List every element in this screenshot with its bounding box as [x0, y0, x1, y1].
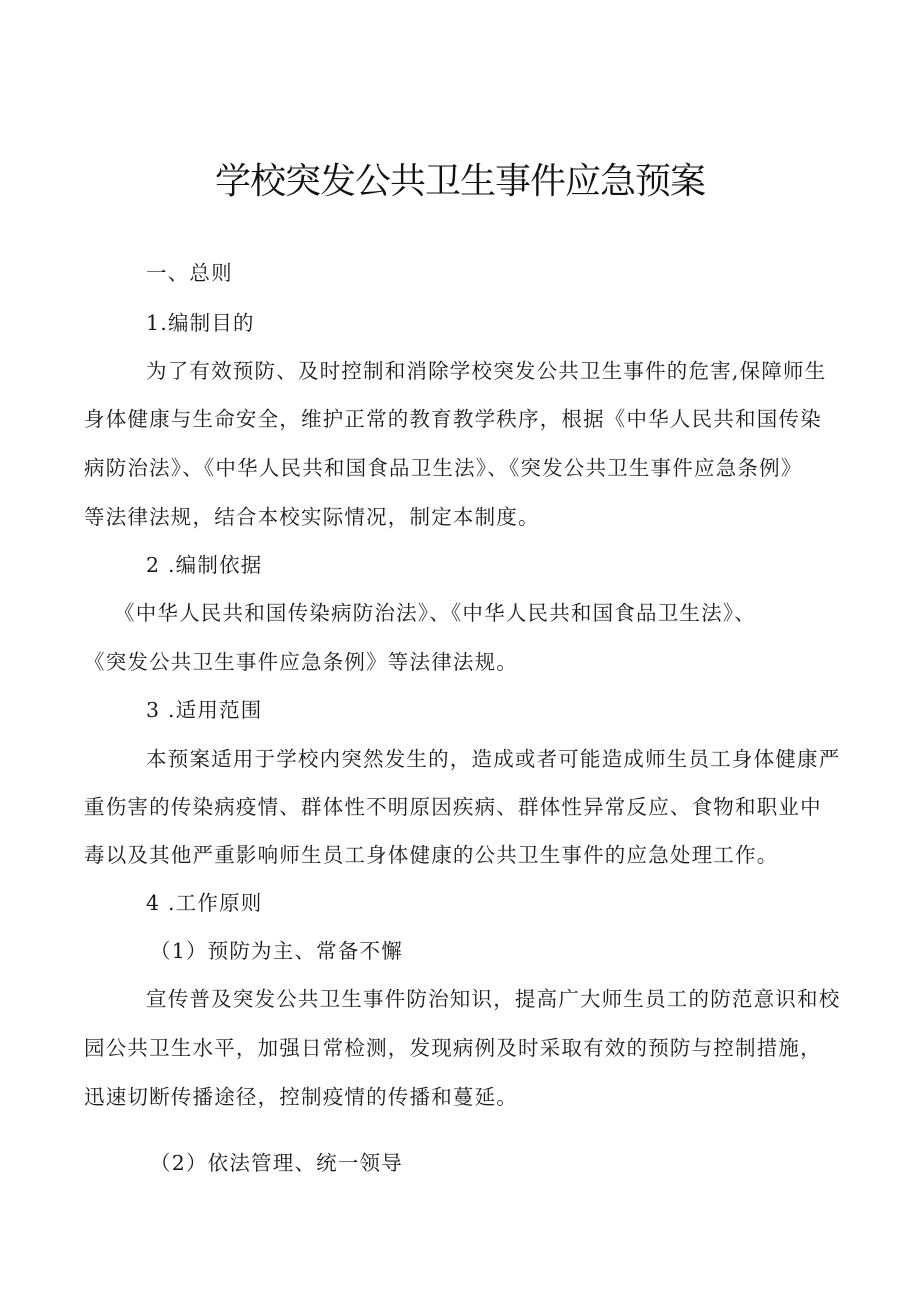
- paragraph-line: 病防治法》、《中华人民共和国食品卫生法》、《突发公共卫生事件应急条例》: [84, 456, 803, 480]
- paragraph-line: 为了有效预防、及时控制和消除学校突发公共卫生事件的危害,保障师生: [146, 359, 827, 383]
- paragraph-line: 身体健康与生命安全，维护正常的教育教学秩序，根据《中华人民共和国传染: [84, 407, 822, 431]
- principle-heading-1: （1）预防为主、常备不懈: [150, 939, 403, 963]
- paragraph-line: 毒以及其他严重影响师生员工身体健康的公共卫生事件的应急处理工作。: [84, 843, 779, 867]
- document-title: 学校突发公共卫生事件应急预案: [214, 161, 705, 202]
- section-heading-general: 一、总则: [146, 261, 233, 285]
- subheading-principles: 4 .工作原则: [146, 891, 263, 915]
- subheading-purpose: 1.编制目的: [146, 311, 255, 335]
- paragraph-line: 等法律法规，结合本校实际情况，制定本制度。: [84, 505, 540, 529]
- principle-heading-2: （2）依法管理、统一领导: [150, 1151, 403, 1175]
- paragraph-line: 园公共卫生水平，加强日常检测，发现病例及时采取有效的预防与控制措施，: [84, 1036, 822, 1060]
- paragraph-line: 宣传普及突发公共卫生事件防治知识，提高广大师生员工的防范意识和校: [146, 987, 841, 1011]
- paragraph-line: 迅速切断传播途径，控制疫情的传播和蔓延。: [84, 1085, 518, 1109]
- paragraph-line: 《突发公共卫生事件应急条例》等法律法规。: [84, 650, 518, 674]
- paragraph-line: 本预案适用于学校内突然发生的，造成或者可能造成师生员工身体健康严: [146, 747, 841, 771]
- subheading-scope: 3 .适用范围: [146, 698, 263, 722]
- paragraph-line: 重伤害的传染病疫情、群体性不明原因疾病、群体性异常反应、食物和职业中: [84, 795, 822, 819]
- subheading-basis: 2 .编制依据: [146, 553, 263, 577]
- paragraph-line: 《中华人民共和国传染病防治法》、《中华人民共和国食品卫生法》、: [114, 601, 756, 625]
